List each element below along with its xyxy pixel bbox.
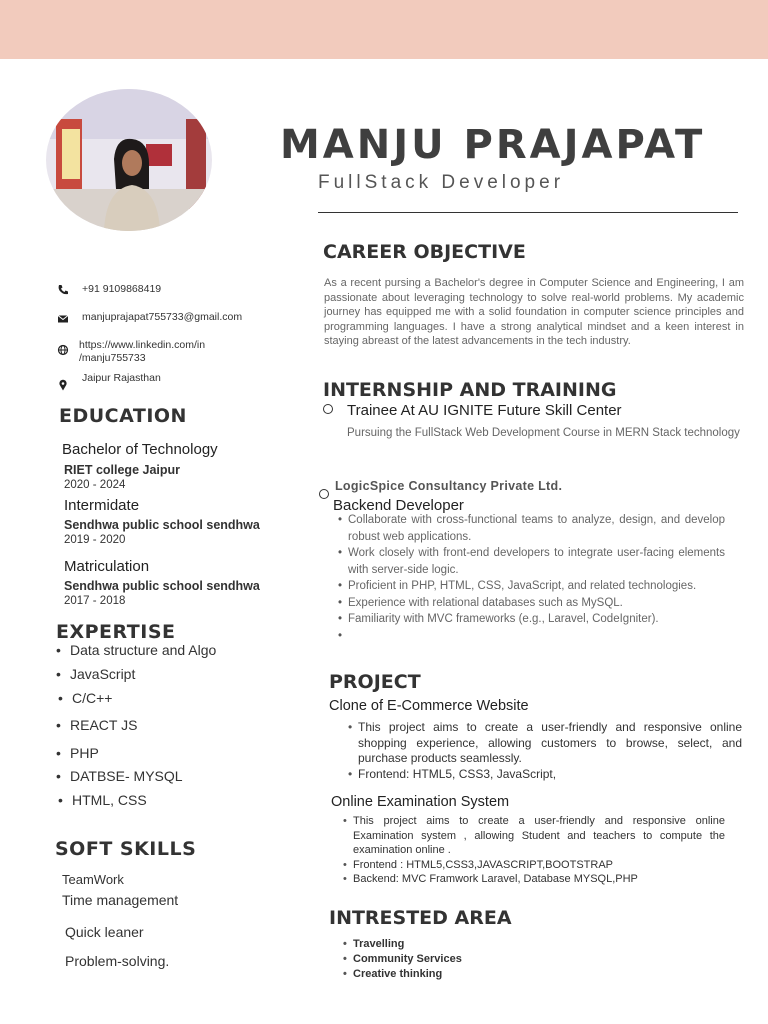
duty-item: • Familiarity with MVC frameworks (e.g., Laravel, CodeIgniter). [348, 611, 725, 628]
education-years: 2019 - 2020 [64, 534, 126, 546]
education-years: 2017 - 2018 [64, 595, 126, 607]
education-degree: Matriculation [64, 558, 150, 575]
education-school: RIET college Jaipur [64, 463, 181, 477]
location-text: Jaipur Rajasthan [82, 372, 161, 384]
internship-heading: INTERNSHIP AND TRAINING [323, 379, 617, 401]
duty-item: • Collaborate with cross-functional teams to analyze, design, and develop robust web applications. [348, 512, 725, 545]
project-point: • This project aims to create a user-friendly and responsive online Examination system , allowing Student and teachers to compute the examination online . [353, 814, 725, 858]
email-icon [57, 313, 69, 325]
trainee-description: Pursuing the FullStack Web Development Course in MERN Stack technology [347, 427, 740, 439]
duty-item: • Experience with relational databases such as MySQL. [348, 595, 725, 612]
timeline-circle-icon [323, 404, 333, 414]
globe-icon [57, 344, 69, 356]
education-school: Sendhwa public school sendhwa [64, 579, 260, 593]
education-heading: EDUCATION [59, 405, 187, 427]
email-text: manjuprajapat755733@gmail.com [82, 311, 243, 323]
education-degree: Bachelor of Technology [62, 441, 218, 458]
project-point: • Frontend : HTML5,CSS3,JAVASCRIPT,BOOTSTRAP [353, 858, 725, 873]
candidate-name: MANJU PRAJAPAT [280, 122, 706, 168]
location-pin-icon [57, 379, 69, 391]
project-title: Online Examination System [331, 794, 510, 810]
linkedin-text-line1: https://www.linkedin.com/in [79, 339, 206, 351]
interest-item: • Creative thinking [353, 967, 613, 982]
project-points [348, 720, 742, 782]
project-heading: PROJECT [329, 671, 421, 693]
education-school: Sendhwa public school sendhwa [64, 518, 260, 532]
expertise-item: • HTML, CSS [72, 792, 147, 808]
header-divider [318, 212, 738, 213]
duties-list [338, 512, 725, 644]
soft-skill-item: Problem-solving. [65, 953, 170, 969]
top-banner [0, 0, 768, 59]
interests-heading: INTRESTED AREA [329, 907, 512, 929]
expertise-item: • REACT JS [70, 717, 137, 733]
education-years: 2020 - 2024 [64, 479, 126, 491]
profile-photo [46, 89, 212, 231]
project-points [343, 814, 725, 887]
career-objective-heading: CAREER OBJECTIVE [323, 241, 526, 263]
career-objective-text: As a recent pursing a Bachelor's degree in Computer Science and Engineering, I am passionate about leveraging technology to solve real-world problems. My academic journey has equipped me with a solid foundation in computer science principles and programming languages. I have a strong analytical mindset and a keen interest in staying abreast of the latest advancements in the tech industry. [324, 277, 744, 347]
project-title: Clone of E-Commerce Website [329, 698, 529, 714]
soft-skills-heading: SOFT SKILLS [55, 838, 197, 860]
soft-skill-item: TeamWork [62, 872, 124, 887]
timeline-circle-icon [319, 489, 329, 499]
position-title: Backend Developer [333, 497, 464, 514]
project-point: • This project aims to create a user-friendly and responsive online shopping experience, allowing customers to browse, select, and purchase products seamlessly. [358, 720, 742, 767]
project-point: • Backend: MVC Framwork Laravel, Database MYSQL,PHP [353, 872, 725, 887]
project-point: • Frontend: HTML5, CSS3, JavaScript, [358, 767, 742, 783]
linkedin-text-line2: /manju755733 [79, 352, 146, 364]
profile-photo-image [46, 89, 212, 231]
interest-item: • Travelling [353, 937, 613, 952]
expertise-item: • Data structure and Algo [70, 642, 216, 658]
duty-item: • Proficient in PHP, HTML, CSS, JavaScript, and related technologies. [348, 578, 725, 595]
duty-item [348, 628, 725, 645]
expertise-heading: EXPERTISE [56, 621, 176, 643]
company-name: LogicSpice Consultancy Private Ltd. [335, 479, 563, 493]
duty-item: • Work closely with front-end developers to integrate user-facing elements with server-side logic. [348, 545, 725, 578]
expertise-item: • JavaScript [70, 666, 135, 682]
trainee-title: Trainee At AU IGNITE Future Skill Center [347, 402, 622, 419]
education-degree: Intermidate [64, 497, 140, 514]
expertise-item: • PHP [70, 745, 99, 761]
phone-text: +91 9109868419 [82, 283, 162, 295]
soft-skill-item: Quick leaner [65, 924, 144, 940]
interests-list [343, 937, 613, 982]
phone-icon [57, 284, 69, 296]
interest-item: • Community Services [353, 952, 613, 967]
candidate-role: FullStack Developer [318, 172, 565, 193]
expertise-item: • C/C++ [72, 690, 112, 706]
expertise-item: • DATBSE- MYSQL [70, 768, 183, 784]
soft-skill-item: Time management [62, 892, 179, 908]
